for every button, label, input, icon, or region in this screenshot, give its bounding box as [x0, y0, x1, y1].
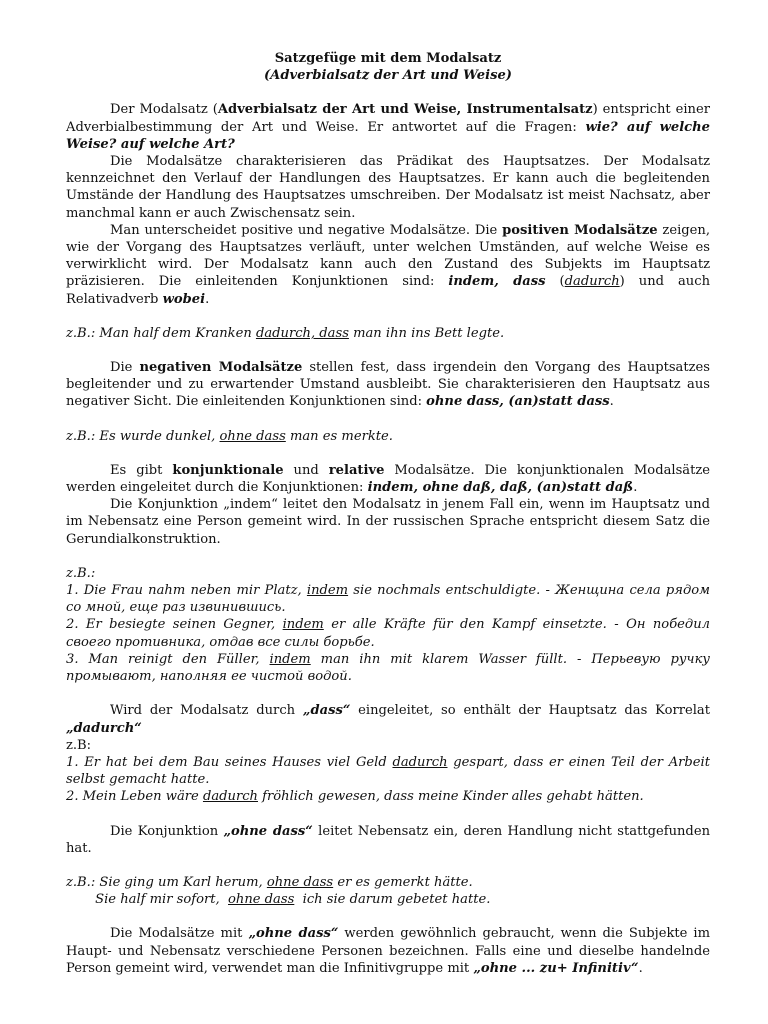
text: gespart, dass er einen Teil der Arbeit selbst gemacht hatte. [66, 754, 710, 788]
example-indem-2 [66, 616, 710, 650]
underlined-conjunction: indem [306, 583, 349, 599]
text: . [609, 394, 614, 410]
text: ( [545, 274, 565, 290]
text: 2. Er besiegte seinen Gegner, [66, 617, 283, 633]
text: Die Konjunktion [110, 823, 224, 839]
text: er alle Kräfte für den Kampf einsetzte. - Он победил своего противника, отдав все силы борьбе. [66, 617, 711, 650]
paragraph-ohne-dass [66, 823, 710, 857]
text: Man unterscheidet positive und negative Modalsätze. Die [110, 222, 503, 238]
text: . [633, 480, 638, 496]
text: Es gibt [110, 462, 173, 478]
text: 1. Er hat bei dem Bau seines Hauses viel Geld [66, 754, 393, 770]
text-bold: Adverbialsatz der Art und Weise, Instrumentalsatz [217, 102, 593, 118]
example-dass-1 [66, 754, 710, 788]
text: sie nochmals entschuldigte. - Женщина села рядом со мной, еще раз извинившись. [66, 583, 710, 616]
paragraph-infinitive [66, 925, 710, 977]
underlined-conjunction: ohne dass [266, 874, 334, 890]
conjunction: „ohne dass“ [223, 823, 313, 839]
text: er es gemerkt hätte. [333, 874, 473, 890]
text: und [283, 462, 329, 478]
document-page [66, 50, 710, 977]
text: z.B.: Man half dem Kranken [66, 325, 256, 341]
text: ich sie darum gebetet hatte. [294, 892, 491, 908]
conjunctions: indem, ohne daß, daß, (an)statt daß [367, 480, 634, 496]
paragraph-negative [66, 359, 710, 411]
example-label: z.B: [66, 737, 92, 753]
underlined-conjunction: indem [282, 617, 324, 633]
conjunction: „dass“ [302, 703, 351, 719]
text-bold: relative [328, 462, 385, 478]
text: ) [619, 274, 625, 290]
example-positive [66, 325, 710, 342]
text: zeigen, wie der Vorgang des Hauptsatzes verläuft, unter welchen Umständen, auf welche Weise es verwirklicht wird. Der Modalsatz kann auch den Zustand des Subjekts im Hauptsatz präzisieren. Die einleitenden Konjunktionen sind: [66, 222, 710, 290]
paragraph-definition [66, 101, 710, 153]
underlined-conjunction: indem [269, 651, 311, 667]
text: ) entspricht einer Adverbialbestimmung der Art und Weise. Er antwortet auf die Fragen: [66, 102, 710, 135]
text: . [205, 291, 210, 307]
conjunction-underlined: dadurch [564, 274, 620, 290]
underlined-conjunction: dadurch, dass [255, 325, 349, 341]
text-bold: negativen Modalsätze [139, 360, 303, 376]
paragraph-characteristics: Die Modalsätze charakterisieren das Prädikat des Hauptsatzes. Der Modalsatz kennzeichnet den Verlauf der Handlungen des Hauptsatzes. Er kann auch die begleitenden Umstände der Handlung des Hauptsatzes umschreiben. Der Modalsatz ist meist Nachsatz, aber manchmal kann er auch Zwischensatz sein. [66, 154, 710, 221]
paragraph-dass [66, 702, 710, 736]
underlined-conjunction: ohne dass [228, 892, 295, 908]
text: eingeleitet, so enthält der Hauptsatz das Korrelat [350, 703, 710, 719]
text: 2. Mein Leben wäre [66, 789, 203, 805]
text: Wird der Modalsatz durch [110, 703, 303, 719]
example-dass-2 [66, 788, 710, 805]
text: Die Modalsätze mit [110, 926, 249, 942]
correlate: „dadurch“ [66, 720, 142, 736]
text-bold: konjunktionale [172, 462, 284, 478]
text: z.B.: Es wurde dunkel, [66, 428, 220, 444]
paragraph-indem: Die Konjunktion „indem“ leitet den Modalsatz in jenem Fall ein, wenn im Hauptsatz und im Nebensatz eine Person gemeint wird. In der russischen Sprache entspricht diesem Satz die Gerundialkonstruktion. [66, 497, 710, 547]
text: Sie half mir sofort, [66, 892, 229, 908]
text: 3. Man reinigt den Füller, [66, 651, 270, 667]
text: Modalsätze. Die konjunktionalen Modalsätze werden eingeleitet durch die Konjunktionen: [66, 462, 710, 496]
example-indem-3 [66, 651, 710, 685]
question-words: wie? auf welche Weise? auf welche Art? [66, 119, 710, 152]
text: 1. Die Frau nahm neben mir Platz, [66, 583, 307, 599]
example-ohne-dass-1 [66, 874, 710, 891]
page-subtitle: (Adverbialsatz der Art und Weise) [263, 68, 513, 84]
conjunctions: indem, dass [448, 274, 546, 290]
example-ohne-dass-2 [66, 891, 710, 908]
text: werden gewöhnlich gebraucht, wenn die Subjekte im Haupt- und Nebensatz verschiedene Personen bezeichnen. Falls eine und dieselbe handelnde Person gemeint wird, verwendet man die Infinitivgruppe mit [66, 926, 711, 976]
text: leitet Nebensatz ein, deren Handlung nicht stattgefunden hat. [66, 823, 710, 856]
example-label: z.B.: [66, 565, 96, 581]
text: stellen fest, dass irgendein den Vorgang des Hauptsatzes begleitender und zu erwartender Umstand ausbleibt. Sie charakterisieren den Hauptsatz aus negativer Sicht. Die einleitenden Konjunktionen sind: [66, 360, 710, 410]
infinitive-group: „ohne ... zu+ Infinitiv“ [473, 960, 639, 976]
underlined-correlate: dadurch [392, 754, 448, 770]
paragraph-types [66, 462, 710, 496]
text: und auch Relativadverb [66, 274, 711, 307]
text: fröhlich gewesen, dass meine Kinder alles gehabt hätten. [257, 789, 644, 805]
text-bold: positiven Modalsätze [502, 222, 658, 238]
underlined-conjunction: ohne dass [219, 428, 286, 444]
conjunction: „ohne dass“ [248, 926, 339, 942]
example-negative [66, 428, 710, 445]
text: man es merkte. [285, 428, 393, 444]
conjunctions: ohne dass, (an)statt dass [426, 394, 610, 410]
text: man ihn ins Bett legte. [348, 325, 505, 341]
page-title: Satzgefüge mit dem Modalsatz [274, 51, 502, 66]
example-indem-1 [66, 582, 710, 616]
text: z.B.: Sie ging um Karl herum, [66, 874, 267, 890]
text: man ihn mit klarem Wasser füllt. - Перьевую ручку промывают, наполняя ее чистой водой. [66, 651, 710, 685]
underlined-correlate: dadurch [202, 789, 258, 805]
text: . [638, 960, 643, 976]
paragraph-positive [66, 222, 710, 308]
relative-adverb: wobei [162, 291, 206, 307]
text: Der Modalsatz ( [110, 102, 218, 118]
text: Die [110, 360, 140, 376]
